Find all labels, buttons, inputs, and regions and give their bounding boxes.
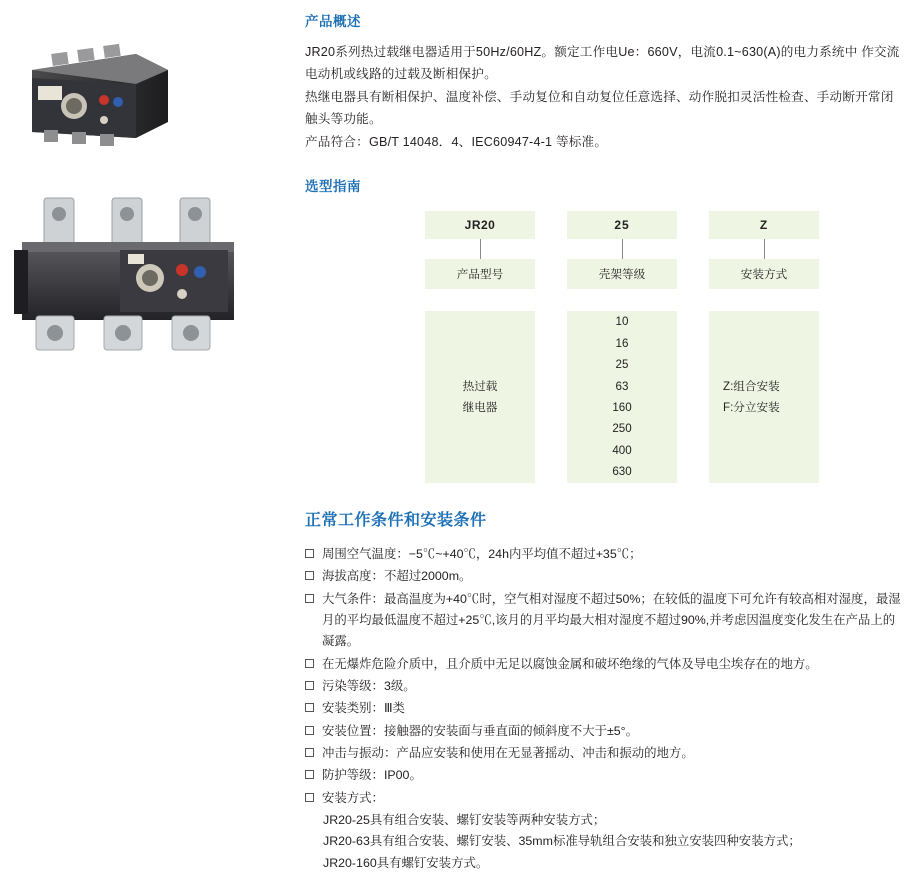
guide-option: F:分立安装 (723, 401, 780, 415)
list-item (305, 676, 905, 697)
guide-column-model (425, 211, 535, 483)
checkbox-icon[interactable] (305, 748, 314, 757)
guide-label-model: 产品型号 (425, 259, 535, 289)
guide-option: 160 (612, 401, 632, 415)
guide-option: 25 (615, 358, 629, 372)
conditions-checklist (305, 544, 905, 874)
guide-connector-2 (622, 239, 623, 259)
conditions-title: 正常工作条件和安装条件 (305, 512, 487, 530)
document-content (305, 0, 905, 874)
guide-options-model (425, 311, 535, 483)
list-item (305, 788, 905, 809)
checkbox-icon[interactable] (305, 770, 314, 779)
list-item (305, 698, 905, 719)
list-item (305, 743, 905, 764)
product-photo-small (18, 40, 178, 150)
guide-options-frame (567, 311, 677, 483)
list-item (305, 721, 905, 742)
checkbox-icon[interactable] (305, 793, 314, 802)
condition-text: 污染等级：3级。 (322, 679, 416, 693)
list-item (305, 566, 905, 587)
guide-label-frame: 壳架等级 (567, 259, 677, 289)
condition-text: 海拔高度：不超过2000m。 (322, 569, 472, 584)
list-item (305, 654, 905, 675)
checkbox-icon[interactable] (305, 571, 314, 580)
guide-option: 630 (612, 465, 632, 479)
overview-paragraph-3: 产品符合：GB/T 14048．4、IEC60947-4-1 等标准。 (305, 134, 608, 149)
condition-text: 冲击与振动：产品应安装和使用在无显著摇动、冲击和振动的地方。 (322, 745, 694, 760)
guide-code-install: Z (709, 211, 819, 239)
list-item (305, 589, 905, 653)
guide-code-frame: 25 (567, 211, 677, 239)
condition-text: 安装方式： (322, 790, 384, 805)
selection-guide-diagram (305, 211, 905, 481)
condition-text: 大气条件：最高温度为+40℃时，空气相对湿度不超过50%；在较低的温度下可允许有较高相对湿度，最湿月的平均最低温度不超过+25℃,该月的月平均最大相对湿度不超过90%,并考虑因温度变化发生在产品上的凝露。 (322, 591, 901, 649)
guide-option: 热过载 (462, 379, 498, 393)
condition-text: 防护等级：IP00。 (322, 768, 422, 783)
overview-title: 产品概述 (305, 14, 361, 29)
guide-column-install (709, 211, 819, 483)
condition-text: 在无爆炸危险介质中，且介质中无足以腐蚀金属和破坏绝缘的气体及导电尘埃存在的地方。 (322, 656, 818, 671)
checkbox-icon[interactable] (305, 703, 314, 712)
condition-text: 安装类别：Ⅲ类 (322, 701, 405, 716)
overview-paragraph-1: JR20系列热过载继电器适用于50Hz/60HZ。额定工作电Ue：660V，电流0.1~630(A)的电力系统中 作交流电动机或线路的过载及断相保护。 (305, 45, 900, 82)
checkbox-icon[interactable] (305, 549, 314, 558)
install-note: JR20-160具有螺钉安装方式。 (323, 855, 489, 870)
checkbox-icon[interactable] (305, 659, 314, 668)
product-image-column (0, 0, 290, 837)
guide-column-frame (567, 211, 677, 483)
product-photo-large (10, 190, 255, 380)
list-item (305, 544, 905, 565)
install-note: JR20-63具有组合安装、螺钉安装、35mm标准导轨组合安装和独立安装四种安装方式； (323, 834, 801, 849)
overview-paragraph-2: 热继电器具有断相保护、温度补偿、手动复位和自动复位任意选择、动作脱扣灵活性检查、手动断开常闭触头等功能。 (305, 89, 894, 127)
guide-options-install (709, 311, 819, 483)
list-item (305, 765, 905, 786)
guide-option: 10 (615, 315, 629, 329)
guide-option: 250 (612, 422, 632, 436)
checkbox-icon[interactable] (305, 726, 314, 735)
guide-label-install: 安装方式 (709, 259, 819, 289)
guide-option: 400 (612, 443, 632, 457)
guide-code-model: JR20 (425, 211, 535, 239)
guide-title: 选型指南 (305, 179, 361, 195)
guide-option: 继电器 (462, 401, 498, 415)
guide-option: Z:组合安装 (723, 379, 780, 393)
checkbox-icon[interactable] (305, 681, 314, 690)
guide-option: 63 (615, 379, 629, 393)
guide-option: 16 (615, 336, 629, 350)
guide-connector-1 (480, 239, 481, 259)
condition-text: 周围空气温度：−5℃~+40℃，24h内平均值不超过+35℃； (322, 547, 642, 562)
guide-connector-3 (764, 239, 765, 259)
condition-text: 安装位置：接触器的安装面与垂直面的倾斜度不大于±5°。 (322, 723, 639, 738)
checkbox-icon[interactable] (305, 594, 314, 603)
install-note: JR20-25具有组合安装、螺钉安装等两种安装方式； (323, 812, 606, 827)
